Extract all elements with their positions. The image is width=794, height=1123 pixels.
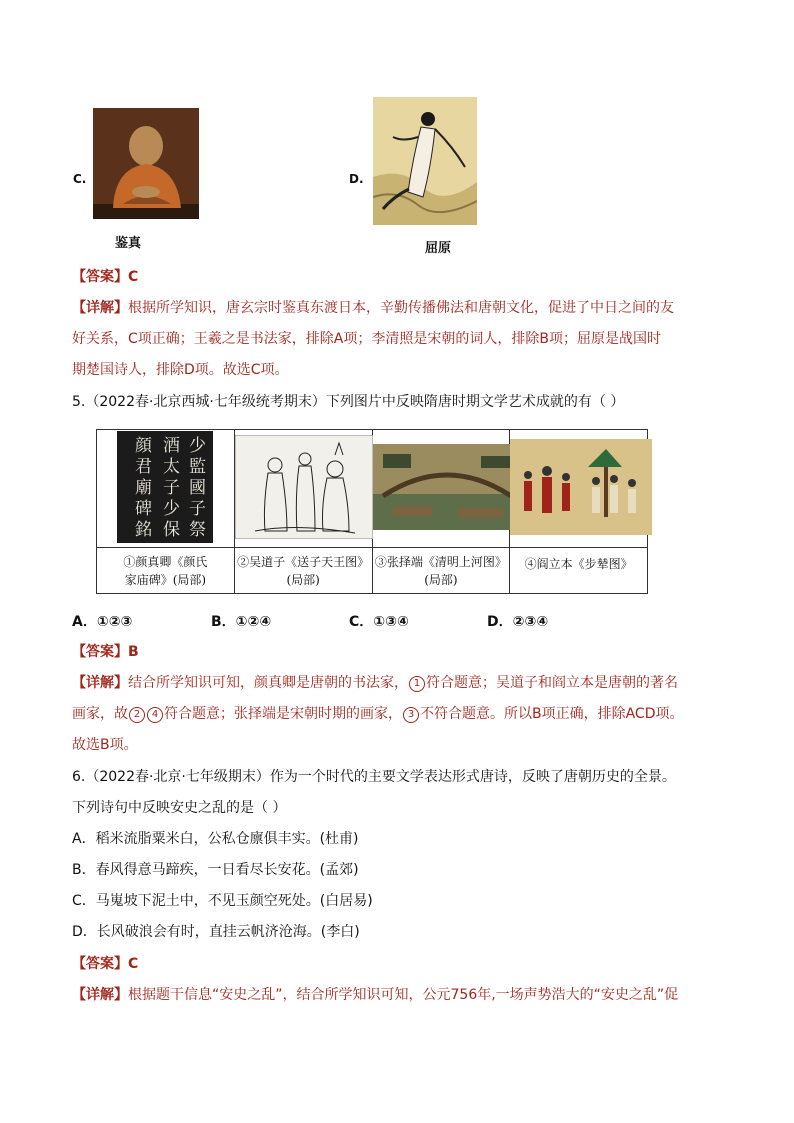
calligraphy-char: 廟 (135, 477, 153, 498)
calligraphy-char: 祭 (189, 519, 207, 540)
q6-stem-line-2: 下列诗句中反映安史之乱的是（ ） (72, 800, 287, 816)
caption-cell-3: ③张择端《清明上河图》 (局部) (372, 548, 510, 594)
bunian-tu-cell (510, 430, 648, 548)
calligraphy-char: 太 (163, 456, 181, 477)
q5-option-b: B．①②④ (211, 614, 272, 630)
q4-detail-line-1: 【详解】根据所学知识，唐玄宗时鉴真东渡日本，辛勤传播佛法和唐朝文化，促进了中日之间的友 (72, 300, 674, 316)
q5-option-c: C．①③④ (349, 614, 409, 630)
q5-answer: 【答案】B (72, 644, 139, 660)
calligraphy-char: 少 (163, 498, 181, 519)
calligraphy-char: 酒 (163, 435, 181, 456)
calligraphy-char: 顔 (135, 435, 153, 456)
caption-cell-1: ①颜真卿《颜氏 家庙碑》(局部) (97, 548, 235, 594)
q5-option-d: D．②③④ (487, 614, 549, 630)
option-d-letter: D. (349, 172, 364, 186)
caption-cell-4: ④阎立本《步辇图》 (510, 548, 648, 594)
q5-stem: 5.（2022春·北京西城·七年级统考期末）下列图片中反映隋唐时期文学艺术成就的有（ ） (72, 394, 625, 410)
q4-detail-line-3: 期楚国诗人，排除D项。故选C项。 (72, 362, 289, 378)
q6-option-a: A．稻米流脂粟米白，公私仓廪俱丰实。(杜甫) (72, 831, 359, 847)
calligraphy-char: 監 (189, 456, 207, 477)
caption-cell-2: ②吴道子《送子天王图》 (局部) (234, 548, 372, 594)
calligraphy-char: 保 (163, 519, 181, 540)
q4-answer: 【答案】C (72, 269, 139, 285)
calligraphy-char: 少 (189, 435, 207, 456)
q5-detail-line-3: 故选B项。 (72, 737, 138, 753)
q4-detail-line-2: 好关系，C项正确；王羲之是书法家，排除A项；李清照是宋朝的词人，排除B项；屈原是战国时 (72, 331, 661, 347)
q6-stem-line-1: 6.（2022春·北京·七年级期末）作为一个时代的主要文学表达形式唐诗，反映了唐朝历史的全景。 (72, 769, 676, 785)
calligraphy-char: 國 (189, 477, 207, 498)
q6-detail-line-1: 【详解】根据题干信息“安史之乱”，结合所学知识可知，公元756年,一场声势浩大的“安史之乱”促 (72, 987, 679, 1003)
songzi-tianwang-image (235, 435, 373, 539)
qingming-shanghe-image (373, 444, 521, 530)
songzi-tianwang-cell (234, 430, 372, 548)
q5-option-a: A．①②③ (72, 614, 133, 630)
q6-option-c: C．马嵬坡下泥土中，不见玉颜空死处。(白居易) (72, 893, 373, 909)
bunian-tu-image (510, 439, 652, 535)
quyuan-painting-image (373, 97, 477, 225)
calligraphy-char: 碑 (135, 498, 153, 519)
q5-detail-line-2: 画家，故 2 4 符合题意；张择端是宋朝时期的画家， 3 不符合题意。所以B项正确，排除ACD项。 (72, 706, 684, 722)
calligraphy-cell (97, 430, 235, 548)
jianzhen-statue-image (93, 108, 199, 219)
q6-answer: 【答案】C (72, 956, 139, 972)
q6-option-d: D．长风破浪会有时，直挂云帆济沧海。(李白) (72, 924, 360, 940)
q5-detail-line-1: 【详解】结合所学知识可知，颜真卿是唐朝的书法家， 1 符合题意；吴道子和阎立本是唐朝的著名 (72, 675, 678, 691)
option-d-caption: 屈原 (425, 241, 452, 256)
calligraphy-char: 銘 (135, 519, 153, 540)
q5-picture-table (96, 429, 648, 594)
option-c-caption: 鉴真 (115, 236, 142, 251)
qingming-shanghe-cell (372, 430, 510, 548)
q6-option-b: B．春风得意马蹄疾，一日看尽长安花。(孟郊) (72, 862, 359, 878)
calligraphy-image (117, 431, 213, 543)
calligraphy-char: 子 (189, 498, 207, 519)
option-c-letter: C. (73, 172, 87, 186)
calligraphy-char: 君 (135, 456, 153, 477)
calligraphy-char: 子 (163, 477, 181, 498)
